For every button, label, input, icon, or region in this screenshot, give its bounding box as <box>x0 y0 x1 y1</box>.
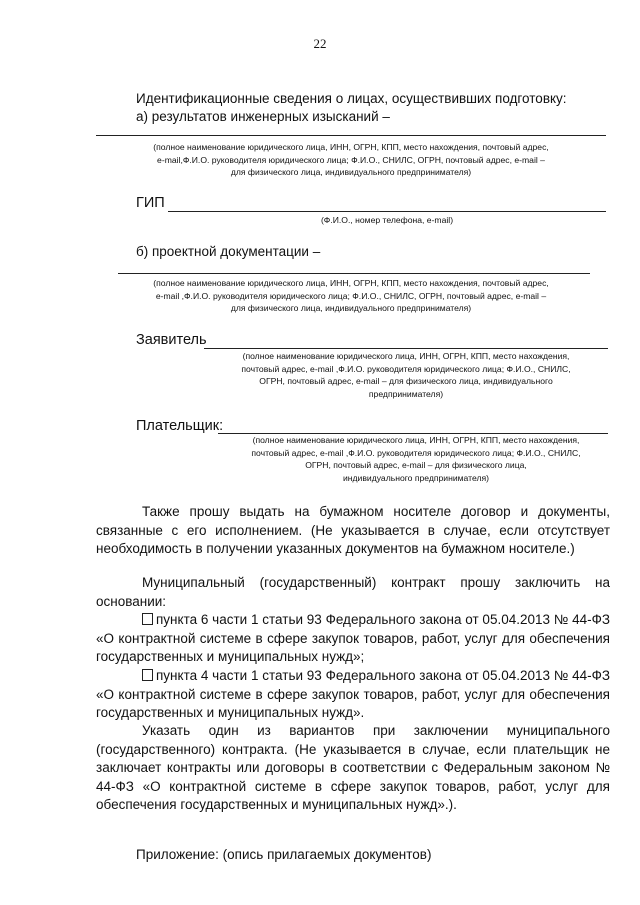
applicant-note-line: почтовый адрес, e-mail ,Ф.И.О. руководителя юридического лица; Ф.И.О., СНИЛС, <box>241 363 571 374</box>
survey-note <box>96 141 606 179</box>
survey-note-line: e-mail,Ф.И.О. руководителя юридического лица; Ф.И.О., СНИЛС, ОГРН, почтовый адрес, e-mail – <box>157 154 545 165</box>
paper-request-text: Также прошу выдать на бумажном носителе договор и документы, связанные с его исполнением. (Не указывается в случае, если отсутствует необходимость в получении указанных документов на бумажном носителе.) <box>96 504 610 556</box>
survey-label: а) результатов инженерных изысканий – <box>136 109 390 124</box>
applicant-note-line: (полное наименование юридического лица, ИНН, ОГРН, КПП, место нахождения, <box>242 351 570 361</box>
contract-instruction-paragraph <box>96 722 610 815</box>
applicant-note <box>206 350 606 400</box>
payer-label: Плательщик: <box>136 418 224 434</box>
payer-note <box>218 434 614 484</box>
option-1-text: пункта 6 части 1 статьи 93 Федерального закона от 05.04.2013 № 44-ФЗ «О контрактной системе в сфере закупок товаров, работ, услуг для обеспечения государственных и муниципальных нужд»; <box>96 612 610 664</box>
payer-note-line: ОГРН, почтовый адрес, e-mail – для физического лица, <box>305 460 527 470</box>
contract-option-1[interactable] <box>96 611 610 667</box>
survey-note-line: для физического лица, индивидуального предпринимателя) <box>230 167 472 177</box>
design-note-line: (полное наименование юридического лица, ИНН, ОГРН, КПП, место нахождения, почтовый адрес, <box>153 278 549 288</box>
option-1-checkbox[interactable] <box>142 613 153 625</box>
applicant-underline <box>204 348 608 349</box>
design-note-line: для физического лица, индивидуального предпринимателя) <box>230 303 472 313</box>
contract-instruction-text: Указать один из вариантов при заключении муниципального (государственного) контракта. (Не указывается в случае, если плательщик не заключает контракты или договоры в соответствии с Федеральным законом № 44-ФЗ «О контрактной системе в сфере закупок товаров, работ, услуг для обеспечения государственных и муниципальных нужд».). <box>96 723 610 812</box>
survey-note-line: (полное наименование юридического лица, ИНН, ОГРН, КПП, место нахождения, почтовый адрес, <box>153 142 549 152</box>
option-2-checkbox[interactable] <box>142 669 153 681</box>
attachment-line: Приложение: (опись прилагаемых документов) <box>136 847 432 862</box>
design-note-line: e-mail ,Ф.И.О. руководителя юридического лица; Ф.И.О., СНИЛС, ОГРН, почтовый адрес, e-mail – <box>155 290 547 301</box>
paper-request-paragraph <box>96 503 610 559</box>
gip-underline <box>168 211 606 212</box>
payer-note-line: почтовый адрес, e-mail ,Ф.И.О. руководителя юридического лица; Ф.И.О., СНИЛС, <box>251 447 581 458</box>
applicant-note-line: ОГРН, почтовый адрес, e-mail – для физического лица, индивидуального <box>259 376 553 386</box>
contract-intro-text: Муниципальный (государственный) контракт прошу заключить на основании: <box>96 575 610 609</box>
payer-note-line: (полное наименование юридического лица, ИНН, ОГРН, КПП, место нахождения, <box>252 435 580 445</box>
survey-underline <box>96 135 606 136</box>
design-underline <box>118 273 590 274</box>
contract-option-2[interactable] <box>96 667 610 723</box>
payer-note-line: индивидуального предпринимателя) <box>342 472 490 483</box>
design-note <box>96 277 606 315</box>
option-2-text: пункта 4 части 1 статьи 93 Федерального закона от 05.04.2013 № 44-ФЗ «О контрактной системе в сфере закупок товаров, работ, услуг для обеспечения государственных и муниципальных нужд». <box>96 668 610 720</box>
gip-note: (Ф.И.О., номер телефона, e-mail) <box>320 215 454 225</box>
gip-label: ГИП <box>136 195 165 211</box>
design-label: б) проектной документации – <box>136 244 321 259</box>
contract-intro-paragraph <box>96 574 610 611</box>
identification-heading: Идентификационные сведения о лицах, осуществивших подготовку: <box>136 91 567 106</box>
page-number: 22 <box>313 36 327 51</box>
applicant-note-line: предпринимателя) <box>368 388 444 399</box>
applicant-label: Заявитель <box>136 332 207 348</box>
